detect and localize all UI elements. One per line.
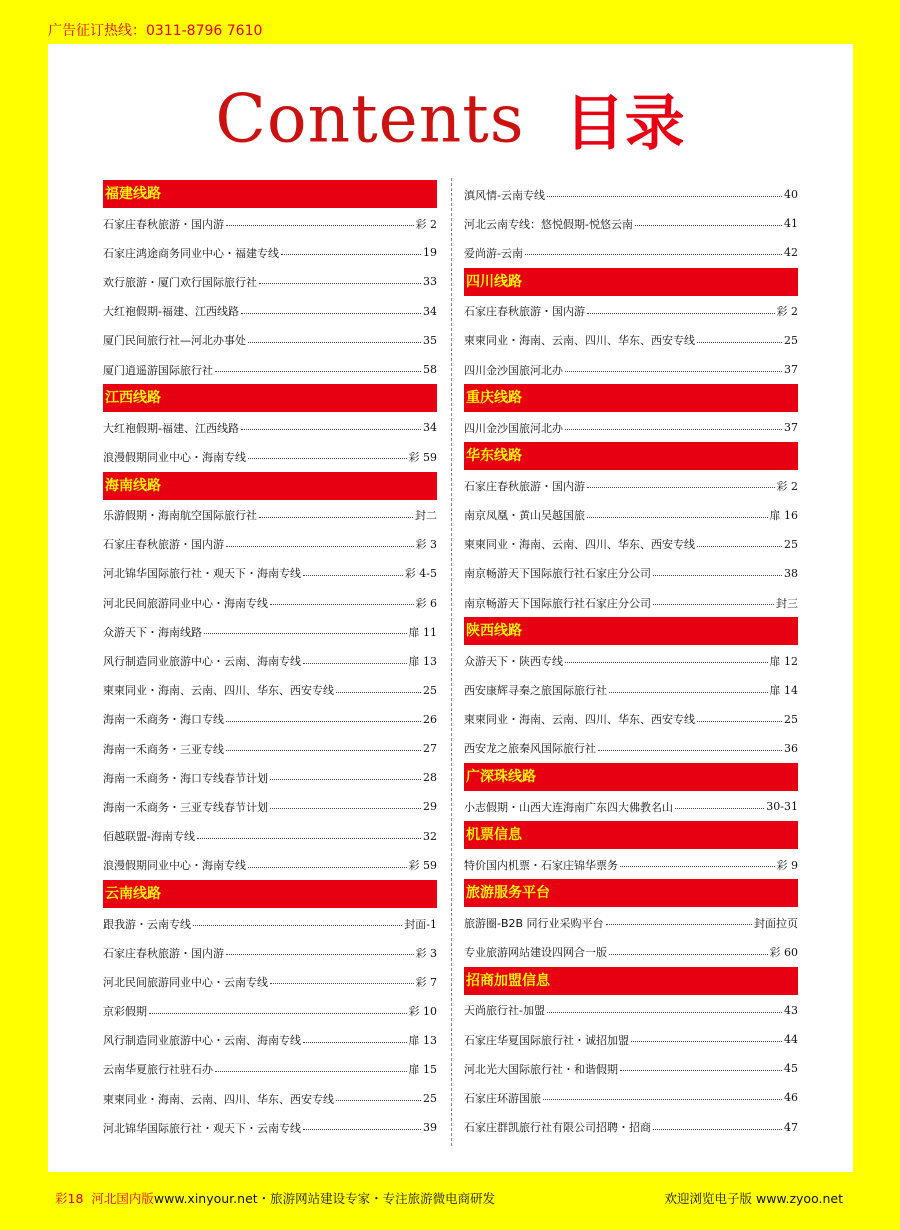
entry-page: 扉 12: [769, 654, 798, 668]
entry-page: 39: [423, 1121, 437, 1135]
entry-page: 35: [423, 333, 437, 347]
entry-page: 彩 60: [769, 946, 798, 960]
right-toc-column: [464, 180, 798, 1142]
entry-title: 石家庄环游国旅: [464, 1091, 541, 1105]
toc-entry[interactable]: [103, 501, 437, 530]
dot-leader: [620, 1070, 782, 1071]
entry-title: 佰越联盟-海南专线: [103, 830, 195, 844]
dot-leader: [653, 575, 782, 576]
entry-title: 天尚旅行社-加盟: [464, 1004, 545, 1018]
section-header: 招商加盟信息: [464, 967, 798, 995]
toc-entry[interactable]: [103, 559, 437, 588]
entry-page: 扉 14: [769, 684, 798, 698]
entry-title: 南京畅游天下国际旅行社石家庄分公司: [464, 596, 651, 610]
entry-page: 彩 59: [408, 450, 437, 464]
dot-leader: [226, 954, 414, 955]
entry-title: 大红袍假期-福建、江西线路: [103, 305, 239, 319]
entry-page: 28: [423, 771, 437, 785]
dot-leader: [697, 721, 782, 722]
entry-title: 海南一禾商务・三亚专线春节计划: [103, 800, 268, 814]
section-header: 重庆线路: [464, 384, 798, 412]
dot-leader: [270, 983, 414, 984]
toc-entry[interactable]: [464, 996, 798, 1025]
dot-leader: [609, 954, 768, 955]
dot-leader: [281, 254, 421, 255]
toc-entry[interactable]: [103, 1026, 437, 1055]
toc-entry[interactable]: [103, 1084, 437, 1113]
toc-entry[interactable]: [464, 908, 798, 937]
entry-title: 柬柬同业・海南、云南、四川、华东、西安专线: [464, 538, 695, 552]
toc-entry[interactable]: [103, 413, 437, 442]
entry-page: 扉 15: [408, 1063, 437, 1077]
dot-leader: [303, 1129, 421, 1130]
toc-entry[interactable]: [103, 326, 437, 355]
dot-leader: [620, 866, 775, 867]
dot-leader: [270, 604, 414, 605]
toc-entry[interactable]: [464, 530, 798, 559]
entry-title: 石家庄春秋旅游・国内游: [464, 305, 585, 319]
toc-entry[interactable]: [103, 676, 437, 705]
toc-entry[interactable]: [103, 763, 437, 792]
toc-entry[interactable]: [464, 355, 798, 384]
dot-leader: [336, 1100, 421, 1101]
entry-title: 石家庄群凯旅行社有限公司招聘・招商: [464, 1121, 651, 1135]
entry-page: 扉 13: [408, 1034, 437, 1048]
section-header: 江西线路: [103, 384, 437, 412]
toc-entry[interactable]: [103, 530, 437, 559]
toc-entry[interactable]: [103, 588, 437, 617]
entry-page: 扉 13: [408, 655, 437, 669]
entry-title: 柬柬同业・海南、云南、四川、华东、西安专线: [103, 1092, 334, 1106]
section-header: 福建线路: [103, 180, 437, 208]
footer-edition: 河北国内版: [91, 1191, 154, 1206]
toc-entry[interactable]: [103, 209, 437, 238]
entry-title: 跟我游・云南专线: [103, 917, 191, 931]
entry-title: 河北民间旅游同业中心・云南专线: [103, 975, 268, 989]
dot-leader: [226, 546, 414, 547]
entry-page: 彩 2: [415, 217, 437, 231]
entry-title: 南京凤凰・黄山吴越国旅: [464, 509, 585, 523]
dot-leader: [259, 283, 421, 284]
toc-entry[interactable]: [464, 297, 798, 326]
entry-page: 30-31: [766, 800, 798, 814]
dot-leader: [598, 750, 782, 751]
dot-leader: [226, 750, 421, 751]
toc-entry[interactable]: [103, 442, 437, 471]
dot-leader: [303, 663, 407, 664]
entry-title: 浪漫假期同业中心・海南专线: [103, 450, 246, 464]
entry-title: 厦门民间旅行社—河北办事处: [103, 334, 246, 348]
page-title: [0, 76, 900, 162]
entry-title: 大红袍假期-福建、江西线路: [103, 421, 239, 435]
toc-entry[interactable]: [464, 413, 798, 442]
dot-leader: [606, 924, 752, 925]
section-header: 机票信息: [464, 821, 798, 849]
entry-title: 滇风情-云南专线: [464, 188, 545, 202]
dot-leader: [609, 692, 768, 693]
dot-leader: [204, 633, 407, 634]
toc-entry[interactable]: [103, 822, 437, 851]
entry-page: 彩 3: [415, 946, 437, 960]
dot-leader: [653, 604, 774, 605]
advertising-hotline: 广告征订热线：0311-8796 7610: [48, 23, 263, 39]
entry-page: 彩 59: [408, 859, 437, 873]
entry-page: 25: [423, 1092, 437, 1106]
dot-leader: [226, 721, 421, 722]
dot-leader: [248, 458, 407, 459]
entry-title: 西安龙之旅秦风国际旅行社: [464, 742, 596, 756]
toc-entry[interactable]: [464, 1054, 798, 1083]
toc-entry[interactable]: [464, 326, 798, 355]
toc-entry[interactable]: [464, 559, 798, 588]
toc-entry[interactable]: [103, 1113, 437, 1142]
toc-entry[interactable]: [464, 1025, 798, 1054]
entry-page: 46: [784, 1091, 798, 1105]
entry-page: 43: [784, 1003, 798, 1017]
section-header: 陕西线路: [464, 617, 798, 645]
toc-entry[interactable]: [103, 617, 437, 646]
entry-title: 众游天下・海南线路: [103, 625, 202, 639]
toc-entry[interactable]: [464, 588, 798, 617]
entry-title: 石家庄春秋旅游・国内游: [103, 946, 224, 960]
entry-title: 四川金沙国旅河北办: [464, 421, 563, 435]
dot-leader: [697, 546, 782, 547]
entry-page: 彩 6: [415, 596, 437, 610]
entry-page: 27: [423, 742, 437, 756]
entry-page: 彩 2: [776, 305, 798, 319]
dot-leader: [241, 429, 421, 430]
entry-page: 42: [784, 246, 798, 260]
entry-page: 彩 4-5: [404, 567, 437, 581]
entry-title: 风行制造同业旅游中心・云南、海南专线: [103, 655, 301, 669]
dot-leader: [270, 808, 421, 809]
entry-title: 特价国内机票・石家庄锦华票务: [464, 858, 618, 872]
entry-page: 扉 16: [769, 509, 798, 523]
section-header: 云南线路: [103, 880, 437, 908]
entry-page: 38: [784, 566, 798, 580]
entry-title: 京彩假期: [103, 1005, 147, 1019]
dot-leader: [565, 429, 782, 430]
entry-title: 欢行旅游・厦门欢行国际旅行社: [103, 275, 257, 289]
dot-leader: [675, 808, 764, 809]
entry-title: 小志假期・山西大连海南广东四大佛教名山: [464, 800, 673, 814]
entry-title: 爱尚游-云南: [464, 246, 523, 260]
entry-page: 封三: [776, 596, 798, 610]
entry-title: 专业旅游网站建设四网合一版: [464, 946, 607, 960]
entry-page: 58: [423, 363, 437, 377]
entry-title: 浪漫假期同业中心・海南专线: [103, 859, 246, 873]
title-chinese: 目录: [564, 89, 685, 159]
dot-leader: [193, 925, 402, 926]
dot-leader: [270, 779, 421, 780]
dot-leader: [303, 1042, 407, 1043]
entry-title: 海南一禾商务・三亚专线: [103, 742, 224, 756]
entry-page: 彩 2: [776, 479, 798, 493]
dot-leader: [543, 1099, 782, 1100]
entry-title: 河北云南专线：悠悦假期-悦悠云南: [464, 217, 633, 231]
dot-leader: [587, 487, 775, 488]
dot-leader: [215, 371, 421, 372]
dot-leader: [525, 254, 782, 255]
entry-page: 45: [784, 1062, 798, 1076]
entry-page: 封面-1: [404, 917, 437, 931]
toc-entry[interactable]: [103, 238, 437, 267]
title-english: Contents: [215, 80, 525, 158]
toc-entry[interactable]: [103, 792, 437, 821]
entry-page: 41: [784, 217, 798, 231]
entry-page: 47: [784, 1120, 798, 1134]
toc-entry[interactable]: [103, 734, 437, 763]
entry-page: 40: [784, 188, 798, 202]
entry-title: 石家庄春秋旅游・国内游: [103, 217, 224, 231]
dot-leader: [303, 575, 403, 576]
entry-page: 彩 3: [415, 538, 437, 552]
dot-leader: [226, 225, 414, 226]
dot-leader: [565, 662, 768, 663]
entry-page: 19: [423, 246, 437, 260]
toc-entry[interactable]: [103, 267, 437, 296]
entry-title: 石家庄华夏国际旅行社・诚招加盟: [464, 1033, 629, 1047]
entry-page: 29: [423, 800, 437, 814]
entry-title: 四川金沙国旅河北办: [464, 363, 563, 377]
entry-title: 石家庄春秋旅游・国内游: [464, 479, 585, 493]
entry-page: 扉 11: [408, 625, 437, 639]
dot-leader: [653, 1129, 782, 1130]
dot-leader: [697, 342, 782, 343]
toc-entry[interactable]: [464, 180, 798, 209]
entry-page: 彩 7: [415, 975, 437, 989]
entry-page: 25: [784, 537, 798, 551]
entry-page: 36: [784, 741, 798, 755]
dot-leader: [547, 196, 782, 197]
section-header: 四川线路: [464, 268, 798, 296]
toc-entry[interactable]: [464, 734, 798, 763]
entry-title: 云南华夏旅行社驻石办: [103, 1063, 213, 1077]
toc-entry[interactable]: [464, 1083, 798, 1112]
entry-title: 河北民间旅游同业中心・海南专线: [103, 596, 268, 610]
entry-page: 34: [423, 304, 437, 318]
entry-page: 25: [784, 333, 798, 347]
entry-title: 河北锦华国际旅行社・观天下・云南专线: [103, 1121, 301, 1135]
left-toc-column: [103, 180, 437, 1142]
toc-entry[interactable]: [103, 355, 437, 384]
toc-entry[interactable]: [103, 646, 437, 675]
entry-page: 25: [423, 683, 437, 697]
entry-title: 众游天下・陕西专线: [464, 654, 563, 668]
footer-ebook-link[interactable]: 欢迎浏览电子版 www.zyoo.net: [664, 1191, 843, 1206]
section-header: 海南线路: [103, 472, 437, 500]
toc-entry[interactable]: [464, 938, 798, 967]
entry-title: 石家庄春秋旅游・国内游: [103, 538, 224, 552]
entry-page: 44: [784, 1033, 798, 1047]
entry-title: 西安康辉寻秦之旅国际旅行社: [464, 684, 607, 698]
entry-page: 26: [423, 712, 437, 726]
footer-page-number: 彩18: [55, 1191, 84, 1206]
dot-leader: [248, 342, 421, 343]
toc-entry[interactable]: [103, 909, 437, 938]
entry-page: 32: [423, 829, 437, 843]
entry-title: 旅游圈-B2B 同行业采购平台: [464, 916, 604, 930]
toc-entry[interactable]: [464, 209, 798, 238]
entry-page: 封二: [415, 509, 437, 523]
toc-entry[interactable]: [103, 997, 437, 1026]
entry-page: 37: [784, 421, 798, 435]
dot-leader: [587, 517, 768, 518]
entry-page: 34: [423, 421, 437, 435]
toc-entry[interactable]: [103, 1055, 437, 1084]
dot-leader: [241, 313, 421, 314]
dot-leader: [215, 1071, 407, 1072]
dot-leader: [149, 1013, 407, 1014]
toc-entry[interactable]: [464, 705, 798, 734]
entry-title: 南京畅游天下国际旅行社石家庄分公司: [464, 567, 651, 581]
entry-title: 石家庄鸿途商务同业中心・福建专线: [103, 246, 279, 260]
toc-entry[interactable]: [464, 238, 798, 267]
toc-entry[interactable]: [464, 850, 798, 879]
dot-leader: [587, 313, 775, 314]
dot-leader: [547, 1012, 782, 1013]
toc-entry[interactable]: [103, 297, 437, 326]
footer-site-link[interactable]: www.xinyour.net・旅游网站建设专家・专注旅游微电商研发: [153, 1191, 496, 1206]
column-divider: [451, 178, 452, 1146]
section-header: 旅游服务平台: [464, 879, 798, 907]
toc-entry[interactable]: [464, 675, 798, 704]
toc-entry[interactable]: [464, 501, 798, 530]
entry-page: 封面拉页: [754, 916, 798, 930]
dot-leader: [336, 692, 421, 693]
page-footer: [55, 1189, 845, 1207]
toc-entry[interactable]: [103, 938, 437, 967]
entry-page: 25: [784, 712, 798, 726]
section-header: 华东线路: [464, 442, 798, 470]
entry-title: 柬柬同业・海南、云南、四川、华东、西安专线: [103, 684, 334, 698]
entry-title: 乐游假期・海南航空国际旅行社: [103, 509, 257, 523]
section-header: 广深珠线路: [464, 763, 798, 791]
entry-title: 河北锦华国际旅行社・观天下・海南专线: [103, 567, 301, 581]
dot-leader: [248, 867, 407, 868]
entry-title: 风行制造同业旅游中心・云南、海南专线: [103, 1034, 301, 1048]
entry-title: 柬柬同业・海南、云南、四川、华东、西安专线: [464, 713, 695, 727]
entry-page: 33: [423, 275, 437, 289]
dot-leader: [565, 371, 782, 372]
entry-page: 37: [784, 363, 798, 377]
entry-title: 海南一禾商务・海口专线: [103, 713, 224, 727]
entry-page: 彩 10: [408, 1005, 437, 1019]
entry-title: 柬柬同业・海南、云南、四川、华东、西安专线: [464, 334, 695, 348]
dot-leader: [631, 1041, 782, 1042]
entry-page: 彩 9: [776, 858, 798, 872]
toc-entry[interactable]: [464, 1113, 798, 1142]
dot-leader: [197, 838, 421, 839]
entry-title: 河北光大国际旅行社・和谐假期: [464, 1062, 618, 1076]
toc-entry[interactable]: [464, 471, 798, 500]
dot-leader: [259, 517, 413, 518]
dot-leader: [635, 225, 782, 226]
toc-entry[interactable]: [103, 967, 437, 996]
entry-title: 厦门逍遥游国际旅行社: [103, 363, 213, 377]
toc-entry[interactable]: [464, 792, 798, 821]
toc-entry[interactable]: [103, 851, 437, 880]
toc-entry[interactable]: [103, 705, 437, 734]
entry-title: 海南一禾商务・海口专线春节计划: [103, 771, 268, 785]
toc-entry[interactable]: [464, 646, 798, 675]
